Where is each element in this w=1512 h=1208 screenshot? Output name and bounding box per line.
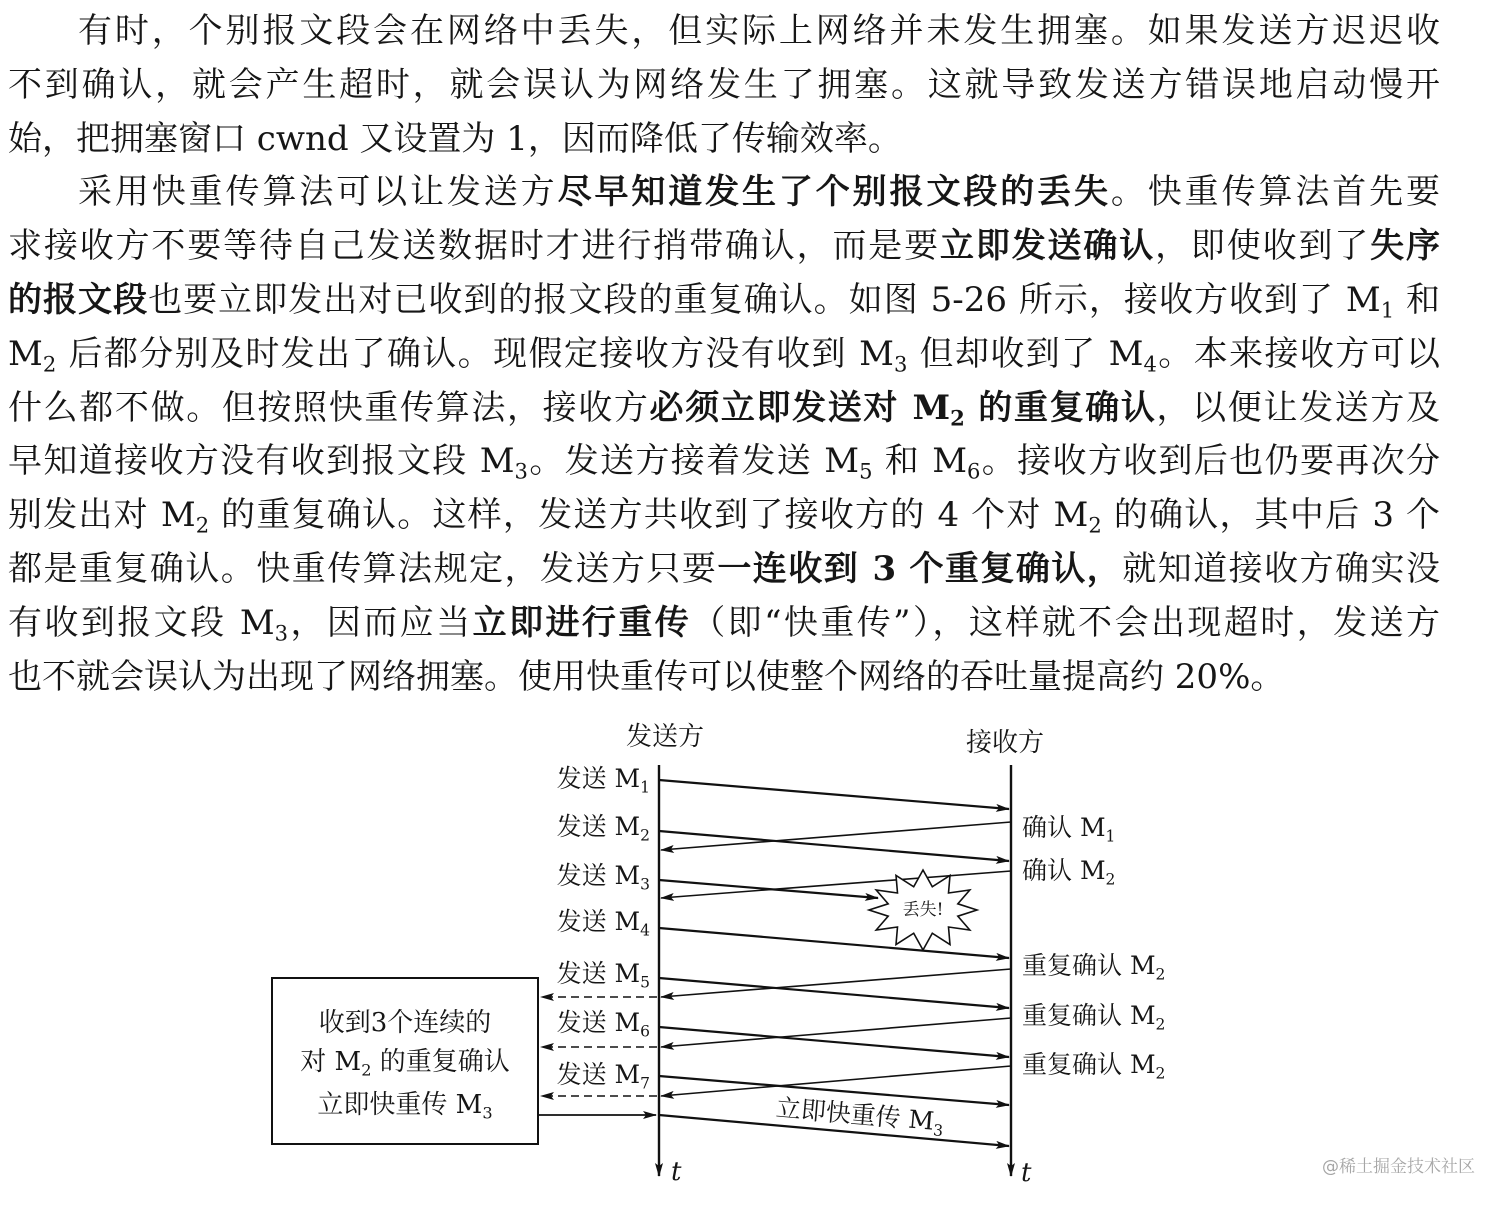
text-segment: 。发送方接着发送 M [527,441,860,482]
send-label-m1 [500,764,650,797]
text-segment: 别发出对 M [8,495,196,536]
text-segment: 早知道接收方没有收到报文段 M [8,441,515,482]
text-segment: 不到确认，就会产生超时，就会误认为网络发生了拥塞。这就导致发送方错误地启动慢开 [8,64,1440,105]
text-segment: 的重复确认。这样，发送方共收到了接收方的 4 个对 M [209,495,1089,536]
subscript: 6 [967,459,981,485]
emphasis-text: 立即发送确认 [940,226,1156,267]
subscript: 3 [640,875,650,894]
text-segment: 。接收方收到后也仍要再次分 [980,441,1440,482]
text-segment: 的确认，其中后 3 个 [1101,495,1440,536]
label-text: 发送 M [556,1008,641,1037]
subscript: 7 [640,1074,650,1093]
label-text: 立即快重传 M [317,1090,483,1120]
note-line-2 [272,1046,538,1078]
note-box-text [272,978,538,1144]
dup-ack-label-1 [1022,951,1166,984]
label-text: 发送 M [556,764,641,793]
ack-label-m1 [1022,813,1116,846]
text-segment: 后都分别及时发出了确认。现假定接收方没有收到 M [56,333,894,374]
emphasis-text: 必须立即发送对 M [649,387,951,428]
receiver-title: 接收方 [965,728,1044,758]
subscript: 5 [859,459,873,485]
text-segment: 。本来接收方可以 [1156,333,1440,374]
text-segment: 有时，个别报文段会在网络中丢失，但实际上网络并未发生拥塞。如果发送方迟迟收 [78,11,1440,51]
receiver-time-axis-label: t [1021,1158,1032,1188]
text-segment: 就知道接收方确实没 [1122,548,1440,589]
text-segment: 和 M [872,441,968,482]
subscript: 1 [1380,297,1395,323]
label-text: 收到3个连续的 [318,1008,492,1038]
subscript: 3 [893,351,908,377]
text-segment: ，即使收到了 [1155,226,1371,267]
label-text: 重复确认 M [1022,1001,1156,1030]
label-text: 发送 M [556,959,641,988]
text-segment: 也不就会误认为出现了网络拥塞。使用快重传可以使整个网络的吞吐量提高约 20%。 [8,656,1285,697]
arrow-send-m6 [659,1027,1009,1057]
emphasis-text: 的报文段 [8,279,149,320]
subscript: 2 [42,351,57,377]
label-text: 重复确认 M [1022,951,1156,980]
label-text: 立即快重传 M [774,1093,936,1136]
text-segment: ，以便让发送方及 [1156,387,1440,428]
subscript: 3 [514,459,528,485]
label-text: 对 M [300,1047,362,1077]
subscript: 2 [1155,1015,1166,1034]
label-text: 的重复确认 [371,1047,510,1077]
text-segment: 采用快重传算法可以让发送方 [78,172,558,213]
label-text: 确认 M [1022,813,1106,842]
send-label-m2 [500,812,650,845]
subscript: 3 [274,620,289,646]
sender-title: 发送方 [625,722,704,752]
emphasis-text: 尽早知道发生了个别报文段的丢失 [557,172,1111,213]
text-segment: 都是重复确认。快重传算法规定，发送方只要 [8,548,718,589]
text-segment: 但却收到了 M [907,333,1144,374]
sender-time-axis-label: t [671,1157,682,1187]
note-line-1 [272,1007,538,1039]
send-label-m3 [500,861,650,894]
note-line-3 [272,1089,538,1121]
emphasis-text: 的重复确认 [964,387,1157,428]
dup-ack-label-3 [1022,1050,1166,1083]
subscript: 1 [1105,827,1116,846]
label-text: 发送 M [556,861,641,890]
dup-ack-label-2 [1022,1001,1166,1034]
loss-label: 丢失! [902,900,944,920]
subscript: 5 [640,973,650,992]
send-label-m4 [500,907,650,940]
subscript: 3 [482,1103,493,1123]
arrow-send-m4 [659,928,1009,958]
label-text: 发送 M [556,1060,641,1089]
arrow-send-m1 [659,780,1009,809]
text-segment: 有收到报文段 M [8,602,275,643]
emphasis-text: 失序 [1370,226,1440,267]
subscript: 1 [640,778,650,797]
emphasis-text: 立即进行重传 [472,602,692,643]
text-segment: 求接收方不要等待自己发送数据时才进行捎带确认，而是要 [8,226,940,267]
subscript: 2 [950,405,965,431]
text-segment: 始，把拥塞窗口 cwnd 又设置为 1，因而降低了传输效率。 [8,118,902,159]
subscript: 2 [1105,870,1116,889]
subscript: 2 [195,512,210,538]
subscript: 4 [1143,351,1157,377]
text-segment: 和 [1394,279,1440,320]
subscript: 2 [640,826,650,845]
subscript: 4 [640,921,650,940]
subscript: 2 [1155,965,1166,984]
watermark: @稀土掘金技术社区 [1322,1157,1475,1177]
text-segment: 。快重传算法首先要 [1110,172,1440,213]
subscript: 3 [932,1121,944,1141]
subscript: 2 [361,1060,372,1080]
text-segment: M [8,333,43,374]
text-segment: 也要立即发出对已收到的报文段的重复确认。如图 5-26 所示，接收方收到了 M [148,279,1381,320]
subscript: 6 [640,1022,650,1041]
label-text: 重复确认 M [1022,1050,1156,1079]
text-segment: ，因而应当 [288,602,473,643]
text-segment: （即“快重传”），这样就不会出现超时，发送方 [691,602,1440,643]
emphasis-text: 一连收到 3 个重复确认， [717,548,1123,589]
ack-label-m2 [1022,856,1116,889]
label-text: 发送 M [556,812,641,841]
label-text: 确认 M [1022,856,1106,885]
text-segment: 什么都不做。但按照快重传算法，接收方 [8,387,650,428]
label-text: 发送 M [556,907,641,936]
subscript: 2 [1155,1064,1166,1083]
subscript: 2 [1088,512,1102,538]
